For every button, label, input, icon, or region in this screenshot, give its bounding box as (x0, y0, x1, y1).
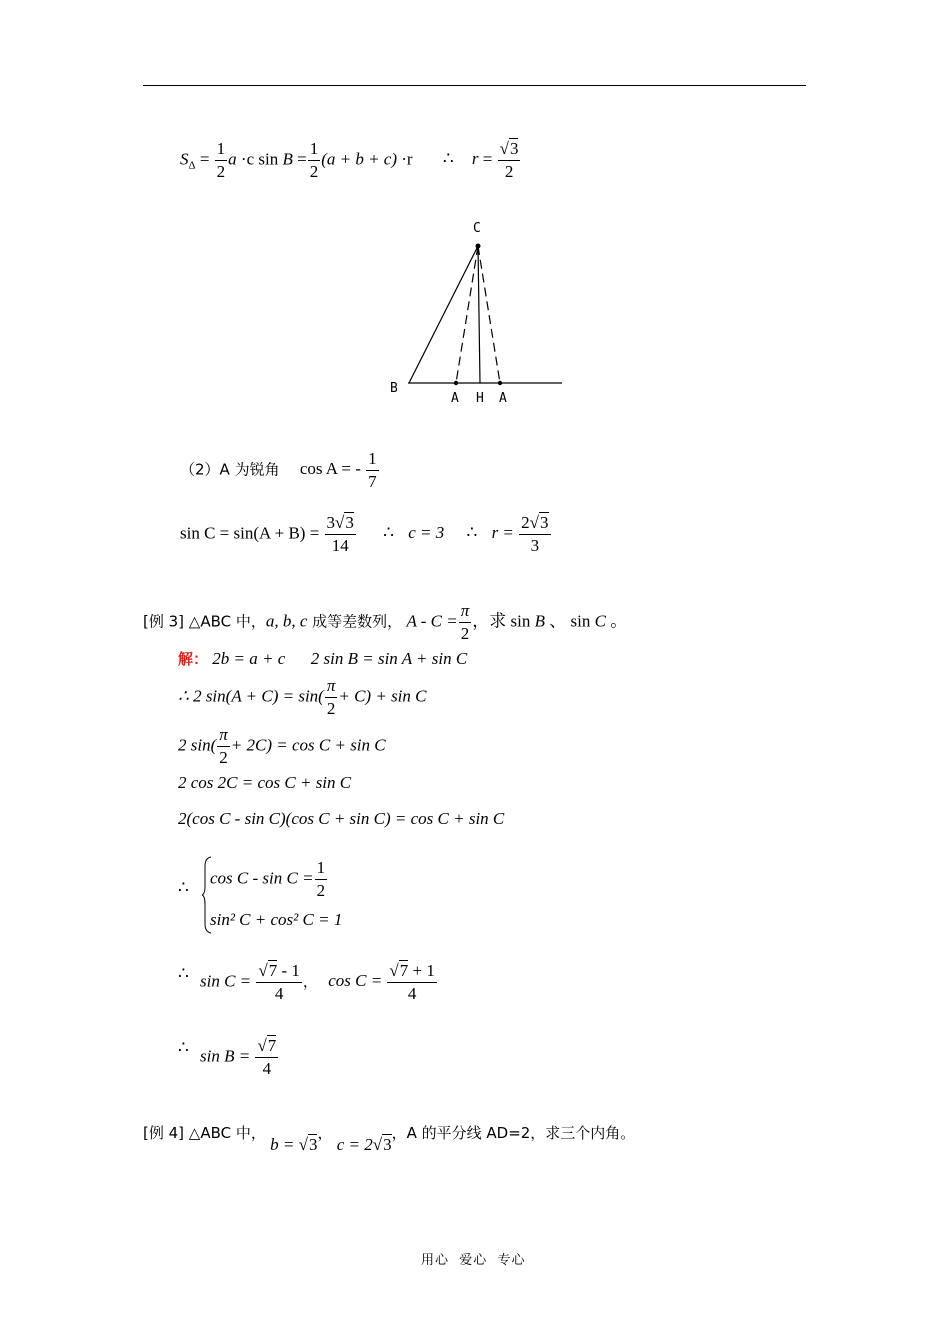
ex4-c: c = 2 (336, 1135, 373, 1154)
sinC-pre: sin C = (200, 971, 252, 991)
eq3: = (482, 149, 493, 169)
label-A1: A (451, 391, 459, 406)
sinC-line (180, 512, 552, 557)
sinC-expr: sin C = sin(A + B) = (180, 523, 320, 543)
r-var: r (471, 149, 479, 169)
ex3-prefix: [例 3] △ABC 中， (143, 612, 266, 631)
ex4-b-rad: 3 (308, 1135, 318, 1154)
sinC-result-fraction: $\frac{√7 - 1}{4}$ (258, 961, 300, 1003)
sol-l4: 2 cos 2C = cos C + sin C (178, 773, 352, 792)
ex3-end: 。 (605, 611, 628, 631)
therefore-1: ∴ (383, 523, 394, 543)
ex4-tail: ，A 的平分线 AD=2，求三个内角。 (391, 1124, 636, 1142)
ex3-AC: A - C = (406, 611, 458, 631)
dashed-CA2 (478, 246, 500, 383)
comma: ， (302, 972, 318, 991)
result-therefore: ∴ (178, 964, 189, 983)
sol-l2-pre: ∴ 2 sin(A + C) = sin( (178, 686, 324, 706)
part2-prefix: （2）A 为锐角 (180, 460, 280, 479)
solution-line-5 (178, 809, 504, 829)
cosC-pre: cos C = (328, 971, 383, 991)
sys2: sin² C + cos² C = 1 (210, 910, 343, 929)
sinB-fraction: $\frac{√7}{4}$ (257, 1036, 277, 1078)
half-fraction: $\frac{1}{2}$ (216, 139, 226, 181)
label-A2: A (499, 391, 507, 406)
therefore-2: ∴ (466, 523, 478, 543)
sinB-therefore: ∴ (178, 1038, 189, 1057)
s-label: S (180, 149, 189, 169)
therefore: ∴ (442, 149, 454, 169)
sol-l3-post: + 2C) = cos C + sin C (230, 735, 386, 755)
triangle-diagram (380, 215, 580, 415)
ex3-tail: ，求 sin (472, 611, 531, 631)
solution-line-2 (178, 675, 427, 720)
ex3-sep: 、 sin (545, 611, 591, 631)
sol-l3-pre: 2 sin( (178, 735, 217, 755)
ex4-prefix: [例 4] △ABC 中， (143, 1124, 266, 1142)
point-C (476, 244, 481, 249)
c-expr: c = 3 (408, 523, 445, 543)
cosC-result-fraction: $\frac{√7 + 1}{4}$ (389, 961, 435, 1003)
ex3-B: B (534, 611, 546, 631)
ex3-mid: 成等差数列， (307, 612, 403, 631)
r-fraction-2: $\frac{2√3}{3}$ (521, 513, 549, 555)
system-eq-1 (210, 857, 328, 902)
sinC-cosC-result (200, 960, 438, 1005)
sinC-fraction: $\frac{3√3}{14}$ (326, 513, 354, 555)
sinB-pre: sin B = (200, 1046, 251, 1066)
label-H: H (476, 391, 484, 406)
sinB-result (200, 1035, 279, 1080)
altitude-CH (478, 246, 480, 383)
part2-line (180, 448, 380, 493)
sol-l1: 2b = a + c 2 sin B = sin A + sin C (212, 649, 468, 668)
pi-half-fraction: $\frac{\pi}{2}$ (460, 601, 470, 643)
eq: = (199, 149, 210, 169)
area-formula (180, 138, 521, 183)
sol-l5: 2(cos C - sin C)(cos C + sin C) = cos C + sin C (178, 809, 505, 828)
solution-line-4 (178, 773, 351, 793)
example4-title: [例 4] △ABC 中， b = √3， c = 2√3，A 的平分线 AD=2，求三个内角。 (143, 1124, 636, 1154)
r-expr: r = (491, 523, 514, 543)
B-var: B (282, 149, 293, 169)
solution-line-1 (178, 648, 467, 669)
r-fraction: $\frac{√3}{2}$ (499, 139, 519, 181)
ex4-sep: ， (317, 1124, 333, 1142)
dot-r: ·r (397, 149, 413, 169)
solution-line-3 (178, 724, 386, 769)
cosA-expr: cos A = - (299, 459, 361, 479)
sys-therefore: ∴ (178, 878, 189, 897)
cosA-fraction: $\frac{1}{7}$ (368, 449, 377, 491)
pi-half-3: $\frac{\pi}{2}$ (219, 725, 228, 767)
ex4-c-rad: 3 (383, 1135, 392, 1154)
point-A2 (498, 381, 502, 385)
delta-sub: Δ (188, 159, 196, 172)
solution-label: 解： (178, 650, 209, 668)
ex4-b: b = (270, 1135, 299, 1154)
side-BC (409, 246, 478, 383)
sys1: cos C - sin C = (210, 868, 314, 888)
ex3-C: C (594, 611, 606, 631)
pi-half-2: $\frac{\pi}{2}$ (326, 676, 336, 718)
a-var: a (228, 149, 237, 169)
sys1-fraction: $\frac{1}{2}$ (316, 858, 326, 900)
page-footer: 用心 爱心 专心 (421, 1253, 526, 1268)
label-C: C (473, 221, 481, 236)
sum-paren: (a + b + c) (321, 149, 398, 169)
system-eq-2 (210, 910, 342, 930)
label-B: B (390, 381, 398, 396)
half-fraction-2: $\frac{1}{2}$ (309, 139, 319, 181)
point-A1 (454, 381, 458, 385)
header-rule (143, 85, 806, 86)
dot-c: ·c sin (236, 149, 279, 169)
sol-l2-post: + C) + sin C (338, 686, 427, 706)
ex3-abc: a, b, c (265, 611, 308, 631)
example3-title (143, 600, 627, 645)
eq2: = (297, 149, 307, 169)
